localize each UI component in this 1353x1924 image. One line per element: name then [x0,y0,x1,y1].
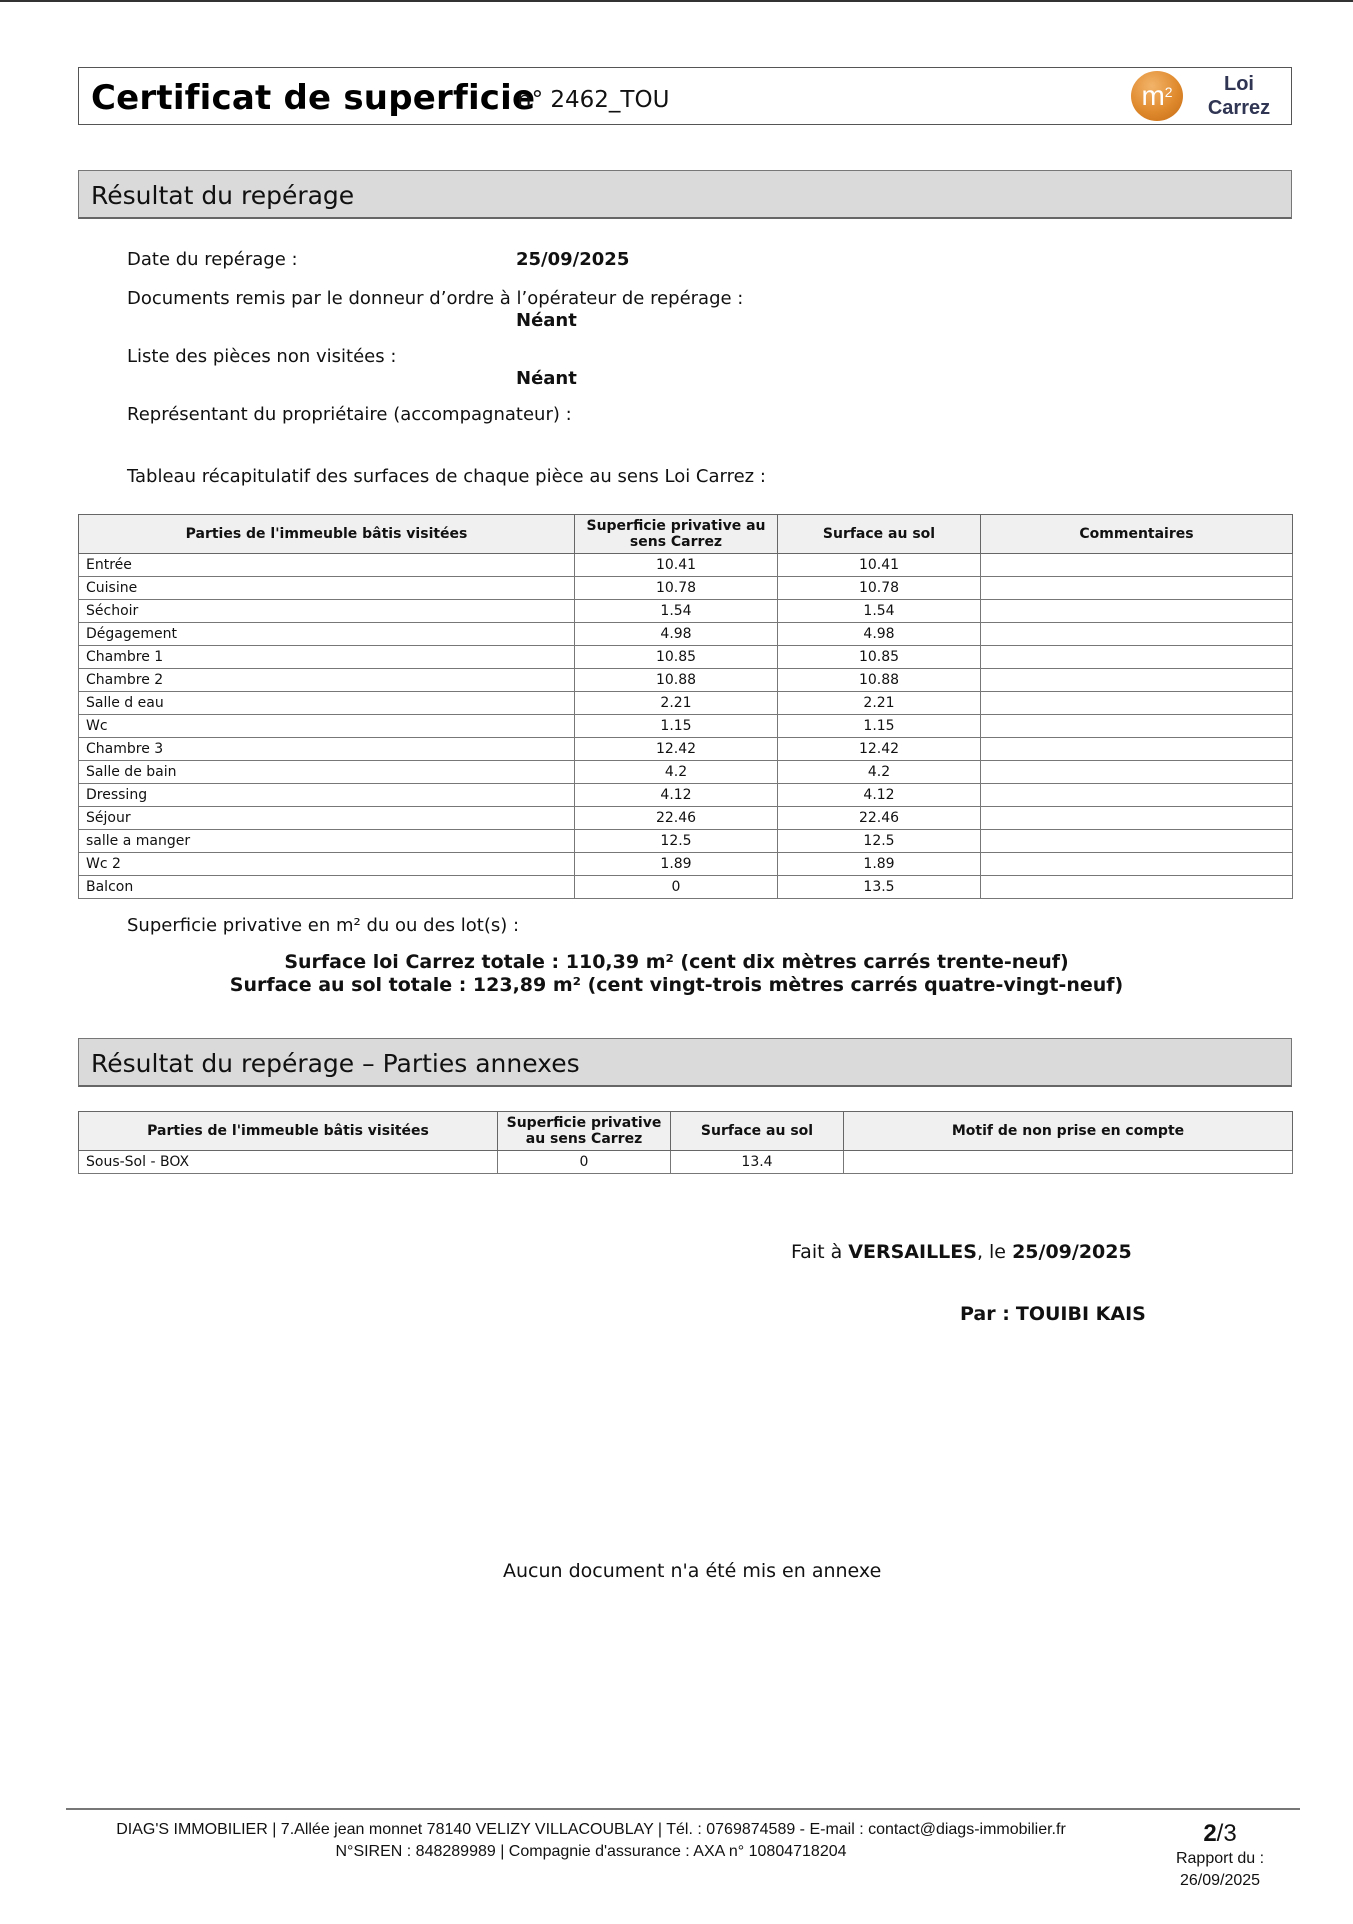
col-header-motif: Motif de non prise en compte [844,1112,1293,1151]
page-total: /3 [1216,1820,1237,1847]
room-name: Wc 2 [79,853,575,876]
col-header-sol: Surface au sol [778,515,981,554]
report-label: Rapport du : [1175,1850,1265,1867]
sol-value: 1.89 [778,853,981,876]
carrez-value: 1.54 [575,600,778,623]
room-name: Séchoir [79,600,575,623]
sol-value: 13.5 [778,876,981,899]
documents-value: Néant [516,310,577,331]
carrez-value: 2.21 [575,692,778,715]
date-label: Date du repérage : [127,249,298,270]
logo-line2: Carrez [1207,97,1271,119]
le-label: , le [976,1241,1007,1263]
signature-place-date [791,1241,1132,1263]
table-header-row [79,1112,1293,1151]
table-intro: Tableau récapitulatif des surfaces de chaque pièce au sens Loi Carrez : [127,466,766,487]
total-sol: Surface au sol totale : 123,89 m² (cent vingt-trois mètres carrés quatre-vingt-neuf) [229,974,1124,996]
superficie-label: Superficie privative en m² du ou des lot(s) : [127,915,520,936]
rooms-not-visited-value: Néant [516,368,577,389]
room-name: Dressing [79,784,575,807]
carrez-value: 10.41 [575,554,778,577]
carrez-value: 0 [575,876,778,899]
motif [844,1151,1293,1174]
col-header-comments: Commentaires [981,515,1293,554]
table-header-row [79,515,1293,554]
report-date: 26/09/2025 [1179,1872,1261,1889]
carrez-value: 10.88 [575,669,778,692]
sol-value: 12.42 [778,738,981,761]
section-title: Résultat du repérage [91,181,355,210]
page-info [1155,1820,1285,1892]
comment [981,876,1293,899]
table-row [79,876,1293,899]
table-row [79,784,1293,807]
comment [981,669,1293,692]
comment [981,600,1293,623]
m2-icon-letter: m [1141,80,1165,111]
sol-value: 4.2 [778,761,981,784]
annexes-table [78,1111,1293,1174]
comment [981,807,1293,830]
page-current: 2 [1203,1820,1217,1847]
room-name: Entrée [79,554,575,577]
room-name: Cuisine [79,577,575,600]
table-row [79,715,1293,738]
page-number [1155,1820,1285,1848]
carrez-value: 22.46 [575,807,778,830]
table-row [79,692,1293,715]
section-header-resultat [78,170,1292,219]
room-name: Chambre 2 [79,669,575,692]
loi-carrez-logo [1121,68,1291,124]
room-name: Sous-Sol - BOX [79,1151,498,1174]
carrez-value: 4.98 [575,623,778,646]
table-row [79,600,1293,623]
carrez-value: 1.15 [575,715,778,738]
sol-value: 4.12 [778,784,981,807]
carrez-value: 10.85 [575,646,778,669]
room-name: Balcon [79,876,575,899]
signature-operator [960,1303,1146,1325]
total-carrez: Surface loi Carrez totale : 110,39 m² (cent dix mètres carrés trente-neuf) [284,951,1069,973]
sol-value: 12.5 [778,830,981,853]
comment [981,830,1293,853]
owner-representative-label: Représentant du propriétaire (accompagnateur) : [127,404,572,425]
table-row [79,554,1293,577]
date-value: 25/09/2025 [516,249,630,270]
sol-value: 13.4 [671,1151,844,1174]
carrez-value: 10.78 [575,577,778,600]
table-row [79,1151,1293,1174]
certificate-header [78,67,1292,125]
col-header-carrez: Superficie privative au sens Carrez [498,1112,671,1151]
room-name: salle a manger [79,830,575,853]
section-header-annexes [78,1038,1292,1087]
sol-value: 10.88 [778,669,981,692]
m2-icon-exponent: 2 [1164,84,1173,100]
col-header-carrez: Superficie privative au sens Carrez [575,515,778,554]
comment [981,623,1293,646]
section-title: Résultat du repérage – Parties annexes [91,1049,580,1078]
footer-siren-insurance: N°SIREN : 848289989 | Compagnie d'assurance : AXA n° 10804718204 [335,1843,847,1860]
carrez-value: 0 [498,1151,671,1174]
table-row [79,577,1293,600]
sol-value: 10.85 [778,646,981,669]
footer-divider [66,1808,1300,1810]
page-title: Certificat de superficie [91,78,536,118]
sol-value: 1.54 [778,600,981,623]
table-row [79,646,1293,669]
sol-value: 10.41 [778,554,981,577]
room-name: Salle de bain [79,761,575,784]
annex-note: Aucun document n'a été mis en annexe [503,1560,882,1582]
sol-value: 10.78 [778,577,981,600]
sol-value: 2.21 [778,692,981,715]
footer-company-info: DIAG'S IMMOBILIER | 7.Allée jean monnet 78140 VELIZY VILLACOUBLAY | Tél. : 0769874589 - E-mail : contact@diags-immobilier.fr [116,1821,1066,1838]
operator-name: TOUIBI KAIS [1015,1303,1146,1325]
surfaces-table [78,514,1293,899]
col-header-parties: Parties de l'immeuble bâtis visitées [79,515,575,554]
comment [981,692,1293,715]
signature-date: 25/09/2025 [1012,1241,1132,1263]
rooms-not-visited-label: Liste des pièces non visitées : [127,346,397,367]
carrez-value: 4.2 [575,761,778,784]
table-row [79,853,1293,876]
par-label: Par : [960,1303,1010,1325]
carrez-value: 12.42 [575,738,778,761]
comment [981,784,1293,807]
comment [981,853,1293,876]
comment [981,554,1293,577]
table-row [79,669,1293,692]
room-name: Dégagement [79,623,575,646]
m2-icon [1131,71,1183,121]
fait-a-label: Fait à [791,1241,843,1263]
room-name: Wc [79,715,575,738]
comment [981,761,1293,784]
room-name: Chambre 3 [79,738,575,761]
sol-value: 1.15 [778,715,981,738]
comment [981,577,1293,600]
sol-value: 22.46 [778,807,981,830]
carrez-value: 12.5 [575,830,778,853]
carrez-value: 4.12 [575,784,778,807]
room-name: Salle d eau [79,692,575,715]
comment [981,715,1293,738]
comment [981,646,1293,669]
col-header-sol: Surface au sol [671,1112,844,1151]
signature-city: VERSAILLES [848,1241,977,1263]
table-row [79,761,1293,784]
certificate-number: n° 2462_TOU [517,87,670,113]
comment [981,738,1293,761]
documents-label: Documents remis par le donneur d’ordre à l’opérateur de repérage : [127,288,744,309]
top-border [0,0,1353,2]
carrez-value: 1.89 [575,853,778,876]
table-row [79,807,1293,830]
logo-line1: Loi [1224,73,1254,95]
table-row [79,830,1293,853]
table-row [79,623,1293,646]
sol-value: 4.98 [778,623,981,646]
room-name: Séjour [79,807,575,830]
col-header-parties: Parties de l'immeuble bâtis visitées [79,1112,498,1151]
table-row [79,738,1293,761]
room-name: Chambre 1 [79,646,575,669]
logo-text [1197,72,1281,120]
